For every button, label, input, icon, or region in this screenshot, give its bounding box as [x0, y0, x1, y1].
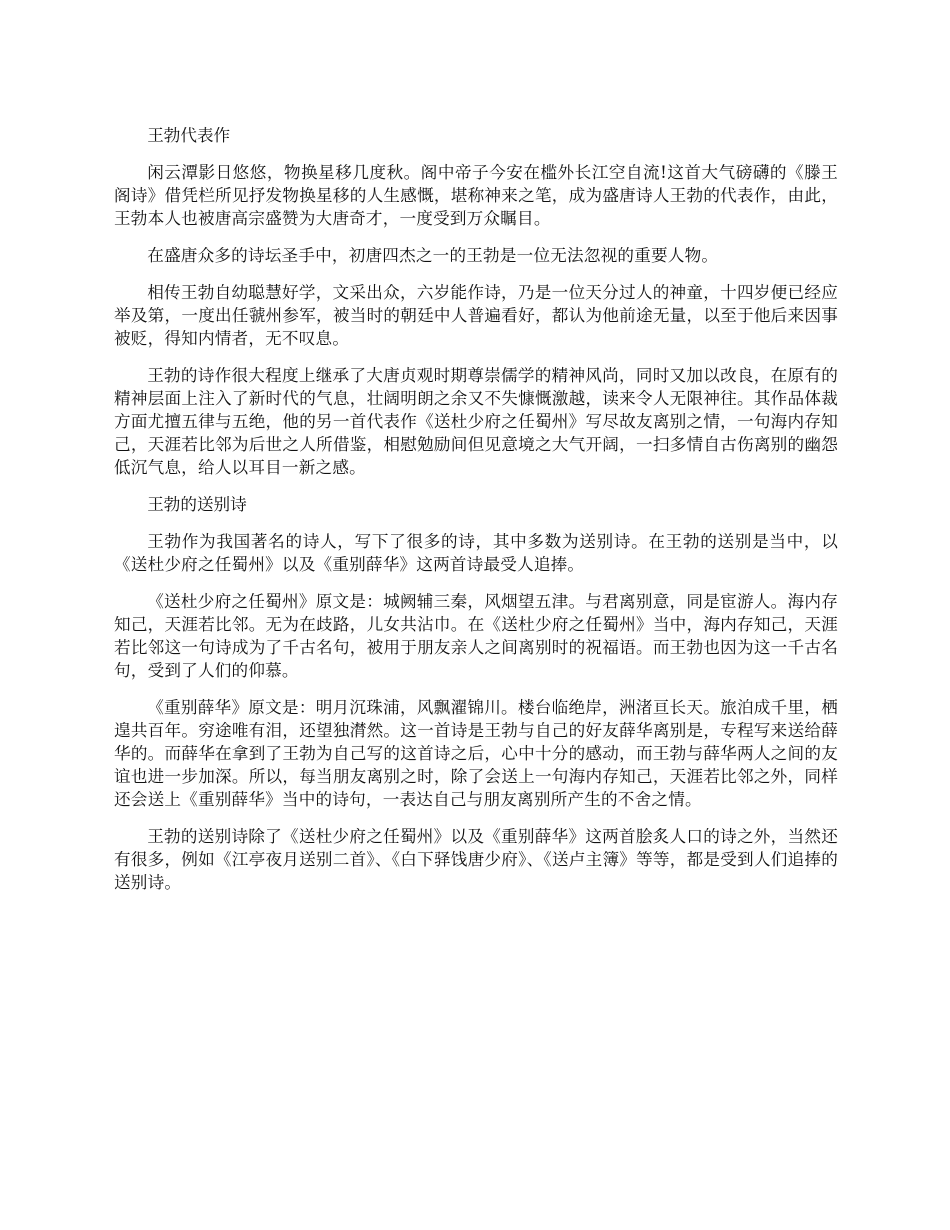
paragraph: 王勃的诗作很大程度上继承了大唐贞观时期尊崇儒学的精神风尚，同时又加以改良，在原有的精神层面上注入了新时代的气息，壮阔明朗之余又不失慷慨激越，读来令人无限神往。其作品体裁方面尤擅五律与五绝，他的另一首代表作《送杜少府之任蜀州》写尽故友离别之情，一句海内存知己，天涯若比邻为后世之人所借鉴，相慰勉励间但见意境之大气开阔，一扫多情自古伤离别的幽怨低沉气息，给人以耳目一新之感。	[114, 366, 838, 477]
section-heading-farewell-poems: 王勃的送别诗	[147, 495, 247, 514]
section-heading-masterpiece: 王勃代表作	[147, 126, 231, 145]
paragraph: 相传王勃自幼聪慧好学，文采出众，六岁能作诗，乃是一位天分过人的神童，十四岁便已经应举及第，一度出任虢州参军，被当时的朝廷中人普遍看好，都认为他前途无量，以至于他后来因事被贬，得知内情者，无不叹息。	[114, 283, 838, 348]
paragraph: 《重别薛华》原文是：明月沉珠浦，风飘濯锦川。楼台临绝岸，洲渚亘长天。旅泊成千里，栖遑共百年。穷途唯有泪，还望独潸然。这一首诗是王勃与自己的好友薛华离别是，专程写来送给薛华的。而薛华在拿到了王勃为自己写的这首诗之后，心中十分的感动，而王勃与薛华两人之间的友谊也进一步加深。所以，每当朋友离别之时，除了会送上一句海内存知己，天涯若比邻之外，同样还会送上《重别薛华》当中的诗句，一表达自己与朋友离别所产生的不舍之情。	[114, 698, 838, 809]
paragraph: 王勃的送别诗除了《送杜少府之任蜀州》以及《重别薛华》这两首脍炙人口的诗之外，当然还有很多，例如《江亭夜月送别二首》、《白下驿饯唐少府》、《送卢主簿》等等，都是受到人们追捧的送别诗。	[114, 827, 838, 892]
document-body	[114, 124, 838, 908]
paragraph: 在盛唐众多的诗坛圣手中，初唐四杰之一的王勃是一位无法忽视的重要人物。	[147, 246, 719, 265]
paragraph: 王勃作为我国著名的诗人，写下了很多的诗，其中多数为送别诗。在王勃的送别是当中，以《送杜少府之任蜀州》以及《重别薛华》这两首诗最受人追捧。	[114, 532, 838, 574]
paragraph: 《送杜少府之任蜀州》原文是：城阙辅三秦，风烟望五津。与君离别意，同是宦游人。海内存知己，天涯若比邻。无为在歧路，儿女共沾巾。在《送杜少府之任蜀州》当中，海内存知己，天涯若比邻这一句诗成为了千古名句，被用于朋友亲人之间离别时的祝福语。而王勃也因为这一千古名句，受到了人们的仰慕。	[114, 592, 838, 680]
paragraph: 闲云潭影日悠悠，物换星移几度秋。阁中帝子今安在槛外长江空自流!这首大气磅礴的《滕王阁诗》借凭栏所见抒发物换星移的人生感慨，堪称神来之笔，成为盛唐诗人王勃的代表作，由此，王勃本人也被唐高宗盛赞为大唐奇才，一度受到万众瞩目。	[114, 163, 838, 228]
